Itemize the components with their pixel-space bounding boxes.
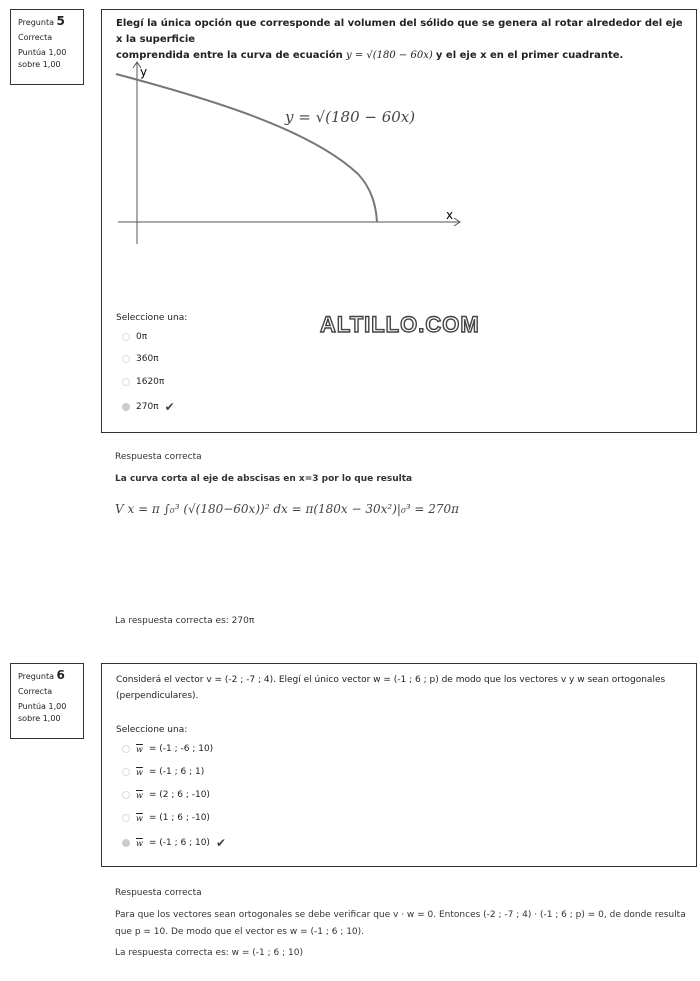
checkmark-icon: ✔	[215, 836, 227, 850]
feedback-title: Respuesta correcta	[115, 888, 202, 898]
option-label: = (-1 ; -6 ; 10)	[148, 744, 214, 754]
vector-symbol: $\overline{w}$	[136, 813, 143, 823]
answer-option-selected[interactable]	[122, 836, 226, 850]
option-label: = (-1 ; 6 ; 1)	[148, 767, 205, 777]
question-text	[116, 672, 686, 704]
question-label: Pregunta	[18, 18, 54, 27]
option-label: = (1 ; 6 ; -10)	[148, 813, 210, 823]
question-text-line2: (perpendiculares).	[116, 691, 199, 701]
radio-button[interactable]	[122, 378, 130, 386]
option-label: 1620π	[136, 377, 165, 387]
radio-button[interactable]	[122, 745, 130, 753]
answer-prompt: Seleccione una:	[116, 725, 188, 735]
question-number: 5	[56, 14, 65, 28]
radio-button[interactable]	[122, 791, 130, 799]
watermark: ALTILLO.COM	[320, 312, 480, 337]
radio-button-selected[interactable]	[122, 403, 130, 411]
vector-symbol: $\overline{w}$	[136, 838, 143, 848]
y-axis-label: y	[140, 65, 148, 79]
option-label: 360π	[136, 354, 159, 364]
question-text-line1: Elegí la única opción que corresponde al volumen del sólido que se genera al rotar alrededor del eje x la superficie	[116, 18, 683, 45]
answer-option[interactable]	[122, 332, 147, 342]
inline-equation: y = √(180 − 60x)	[345, 50, 433, 61]
question-box-6	[101, 663, 697, 867]
question-info-6	[10, 663, 84, 739]
correct-answer: La respuesta correcta es: w = (-1 ; 6 ; 10)	[115, 948, 303, 958]
option-label: = (2 ; 6 ; -10)	[148, 790, 210, 800]
feedback-line1: Para que los vectores sean ortogonales se debe verificar que v · w = 0. Entonces (-2 ; -7 ; 4) · (-1 ; 6 ; p) = 0, de donde resulta	[115, 910, 686, 920]
option-label: = (-1 ; 6 ; 10)	[148, 838, 210, 848]
answer-option[interactable]	[122, 813, 210, 823]
question-status: Correcta	[18, 33, 53, 42]
question-info-5	[10, 9, 84, 85]
question-number: 6	[56, 668, 65, 682]
x-axis-label: x	[446, 208, 454, 222]
radio-button[interactable]	[122, 814, 130, 822]
correct-answer: La respuesta correcta es: 270π	[115, 616, 255, 626]
option-label: 270π	[136, 402, 159, 412]
checkmark-icon: ✔	[164, 400, 175, 414]
radio-button[interactable]	[122, 333, 130, 341]
feedback-line2: que p = 10. De modo que el vector es w = (-1 ; 6 ; 10).	[115, 927, 365, 937]
answer-option[interactable]	[122, 767, 204, 777]
option-label: 0π	[136, 332, 148, 342]
answer-prompt: Seleccione una:	[116, 313, 188, 323]
question-text-line2: comprendida entre la curva de ecuación	[116, 50, 343, 61]
question-status: Correcta	[18, 687, 53, 696]
radio-button[interactable]	[122, 355, 130, 363]
answer-option-selected[interactable]	[122, 400, 175, 414]
answer-option[interactable]	[122, 377, 164, 387]
answer-option[interactable]	[122, 744, 213, 754]
vector-symbol: $\overline{w}$	[136, 767, 143, 777]
question-grade: Puntúa 1,00 sobre 1,00	[18, 48, 67, 69]
feedback-title: Respuesta correcta	[115, 452, 202, 462]
vector-symbol: $\overline{w}$	[136, 790, 143, 800]
vector-symbol: $\overline{w}$	[136, 744, 143, 754]
question-text-line1: Considerá el vector v = (-2 ; -7 ; 4). Elegí el único vector w = (-1 ; 6 ; p) de modo que los vectores v y w sean ortogonales	[116, 675, 666, 685]
radio-button-selected[interactable]	[122, 839, 130, 847]
question-label: Pregunta	[18, 672, 54, 681]
curve-label: y = √(180 − 60x)	[285, 108, 416, 126]
volume-formula: V x = π ∫₀³ (√(180−60x))² dx = π(180x − 30x²)|₀³ = 270π	[115, 502, 460, 516]
feedback-text: La curva corta al eje de abscisas en x=3 por lo que resulta	[115, 474, 413, 484]
radio-button[interactable]	[122, 768, 130, 776]
function-graph	[110, 54, 470, 254]
question-box-5	[101, 9, 697, 433]
curve	[116, 74, 377, 222]
question-grade: Puntúa 1,00 sobre 1,00	[18, 702, 67, 723]
question-text-line2-end: y el eje x en el primer cuadrante.	[435, 50, 624, 61]
answer-option[interactable]	[122, 354, 159, 364]
answer-option[interactable]	[122, 790, 210, 800]
